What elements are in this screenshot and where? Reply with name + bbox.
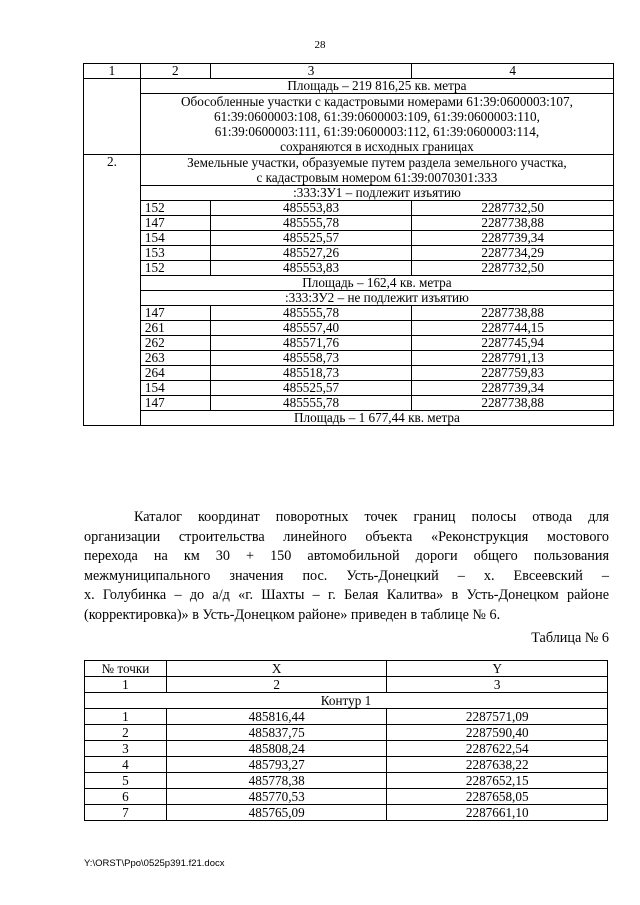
point-number: 1 xyxy=(85,709,167,725)
x-value: 485765,09 xyxy=(166,805,387,821)
note-line: 61:39:0600003:108, 61:39:0600003:109, 61:39:0600003:110, xyxy=(213,109,540,124)
table-row xyxy=(84,351,614,366)
zu1-area: Площадь – 162,4 кв. метра xyxy=(140,276,613,291)
point-number: 264 xyxy=(140,366,210,381)
note-line: сохраняются в исходных границах xyxy=(280,139,474,154)
table-row xyxy=(85,789,608,805)
point-number: 154 xyxy=(140,381,210,396)
point-number: 5 xyxy=(85,773,167,789)
x-value: 485837,75 xyxy=(166,725,387,741)
point-number: 261 xyxy=(140,321,210,336)
x-value: 485553,83 xyxy=(210,201,412,216)
paragraph-line: х. Голубинка – до а/д «г. Шахты – г. Белая Калитва» в Усть-Донецком районе xyxy=(84,587,609,603)
table-row xyxy=(85,805,608,821)
y-value: 2287658,05 xyxy=(387,789,608,805)
isolated-plots-note xyxy=(140,94,613,155)
table-row xyxy=(84,321,614,336)
column-number: 2 xyxy=(166,677,387,693)
x-value: 485553,83 xyxy=(210,261,412,276)
y-value: 2287590,40 xyxy=(387,725,608,741)
paragraph-line: межмуниципального значения пос. Усть-Донецкий – х. Евсеевский – xyxy=(84,567,609,584)
y-value: 2287732,50 xyxy=(412,201,614,216)
header-cell: 4 xyxy=(412,64,614,79)
table-row xyxy=(84,201,614,216)
point-number: 147 xyxy=(140,216,210,231)
x-value: 485527,26 xyxy=(210,246,412,261)
point-number: 147 xyxy=(140,306,210,321)
table-row xyxy=(85,741,608,757)
paragraph-line: организации строительства линейного объекта «Реконструкция мостового xyxy=(84,528,609,545)
table-row xyxy=(84,381,614,396)
section-row xyxy=(84,155,614,186)
point-number: 3 xyxy=(85,741,167,757)
area-row xyxy=(84,79,614,94)
section-line: с кадастровым номером 61:39:0070301:333 xyxy=(256,170,498,185)
zu1-title: :333:ЗУ1 – подлежит изъятию xyxy=(140,186,613,201)
contour-label: Контур 1 xyxy=(85,693,608,709)
point-number: 152 xyxy=(140,201,210,216)
x-value: 485525,57 xyxy=(210,231,412,246)
y-value: 2287739,34 xyxy=(412,231,614,246)
y-value: 2287744,15 xyxy=(412,321,614,336)
x-value: 485555,78 xyxy=(210,306,412,321)
y-value: 2287732,50 xyxy=(412,261,614,276)
table-title: Таблица № 6 xyxy=(531,630,609,646)
y-value: 2287622,54 xyxy=(387,741,608,757)
point-number: 4 xyxy=(85,757,167,773)
x-value: 485555,78 xyxy=(210,216,412,231)
table-row xyxy=(84,306,614,321)
table-row xyxy=(85,773,608,789)
paragraph-line: Каталог координат поворотных точек границ полосы отвода для xyxy=(134,509,609,525)
y-value: 2287759,83 xyxy=(412,366,614,381)
note-line: Обособленные участки с кадастровыми номерами 61:39:0600003:107, xyxy=(181,94,573,109)
point-number: 153 xyxy=(140,246,210,261)
y-value: 2287734,29 xyxy=(412,246,614,261)
table-row xyxy=(84,396,614,411)
y-value: 2287738,88 xyxy=(412,306,614,321)
y-value: 2287738,88 xyxy=(412,396,614,411)
header-cell: 2 xyxy=(140,64,210,79)
table-row xyxy=(84,261,614,276)
table-row xyxy=(85,709,608,725)
point-number: 152 xyxy=(140,261,210,276)
x-value: 485525,57 xyxy=(210,381,412,396)
y-value: 2287738,88 xyxy=(412,216,614,231)
zu2-title: :333:ЗУ2 – не подлежит изъятию xyxy=(140,291,613,306)
table-row xyxy=(84,336,614,351)
table-row xyxy=(84,216,614,231)
header-cell: 1 xyxy=(84,64,141,79)
column-number: 1 xyxy=(85,677,167,693)
column-number: 3 xyxy=(387,677,608,693)
y-value: 2287745,94 xyxy=(412,336,614,351)
zu2-area: Площадь – 1 677,44 кв. метра xyxy=(140,411,613,426)
x-value: 485808,24 xyxy=(166,741,387,757)
y-value: 2287739,34 xyxy=(412,381,614,396)
point-number: 2 xyxy=(85,725,167,741)
x-value: 485558,73 xyxy=(210,351,412,366)
zu2-area-row xyxy=(84,411,614,426)
table-row xyxy=(84,231,614,246)
column-number-row xyxy=(85,677,608,693)
contour-row xyxy=(85,693,608,709)
x-value: 485555,78 xyxy=(210,396,412,411)
table-row xyxy=(84,246,614,261)
table-row xyxy=(85,757,608,773)
table-header-row xyxy=(84,64,614,79)
catalog-paragraph xyxy=(84,508,609,625)
coordinates-table-6 xyxy=(84,660,608,821)
zu2-title-row xyxy=(84,291,614,306)
table-row xyxy=(85,725,608,741)
coordinates-table-1 xyxy=(83,63,614,426)
x-value: 485770,53 xyxy=(166,789,387,805)
zu1-title-row xyxy=(84,186,614,201)
point-number: 147 xyxy=(140,396,210,411)
note-line: 61:39:0600003:111, 61:39:0600003:112, 61:39:0600003:114, xyxy=(214,124,540,139)
point-number: 263 xyxy=(140,351,210,366)
paragraph-line: (корректировка)» в Усть-Донецком районе» приведен в таблице № 6. xyxy=(84,606,501,623)
x-value: 485778,38 xyxy=(166,773,387,789)
header-cell: 3 xyxy=(210,64,412,79)
note-row xyxy=(84,94,614,155)
page-number: 28 xyxy=(314,39,326,51)
section-line: Земельные участки, образуемые путем раздела земельного участка, xyxy=(187,155,567,170)
y-value: 2287571,09 xyxy=(387,709,608,725)
x-value: 485571,76 xyxy=(210,336,412,351)
point-number: 6 xyxy=(85,789,167,805)
y-value: 2287652,15 xyxy=(387,773,608,789)
x-value: 485557,40 xyxy=(210,321,412,336)
section-number: 2. xyxy=(84,155,141,426)
y-value: 2287791,13 xyxy=(412,351,614,366)
footer-file-path: Y:\ORST\Ppo\0525p391.f21.docx xyxy=(84,858,225,869)
table-row xyxy=(84,366,614,381)
point-number: 7 xyxy=(85,805,167,821)
header-cell-y: Y xyxy=(387,661,608,677)
point-number: 262 xyxy=(140,336,210,351)
y-value: 2287661,10 xyxy=(387,805,608,821)
point-number: 154 xyxy=(140,231,210,246)
x-value: 485816,44 xyxy=(166,709,387,725)
x-value: 485793,27 xyxy=(166,757,387,773)
header-cell-x: X xyxy=(166,661,387,677)
table-header-row xyxy=(85,661,608,677)
x-value: 485518,73 xyxy=(210,366,412,381)
paragraph-line: перехода на км 30 + 150 автомобильной дороги общего пользования xyxy=(84,548,609,564)
section-description xyxy=(140,155,613,186)
y-value: 2287638,22 xyxy=(387,757,608,773)
header-cell-point: № точки xyxy=(85,661,167,677)
zu1-area-row xyxy=(84,276,614,291)
area-top: Площадь – 219 816,25 кв. метра xyxy=(140,79,613,94)
blank-cell xyxy=(84,79,141,155)
